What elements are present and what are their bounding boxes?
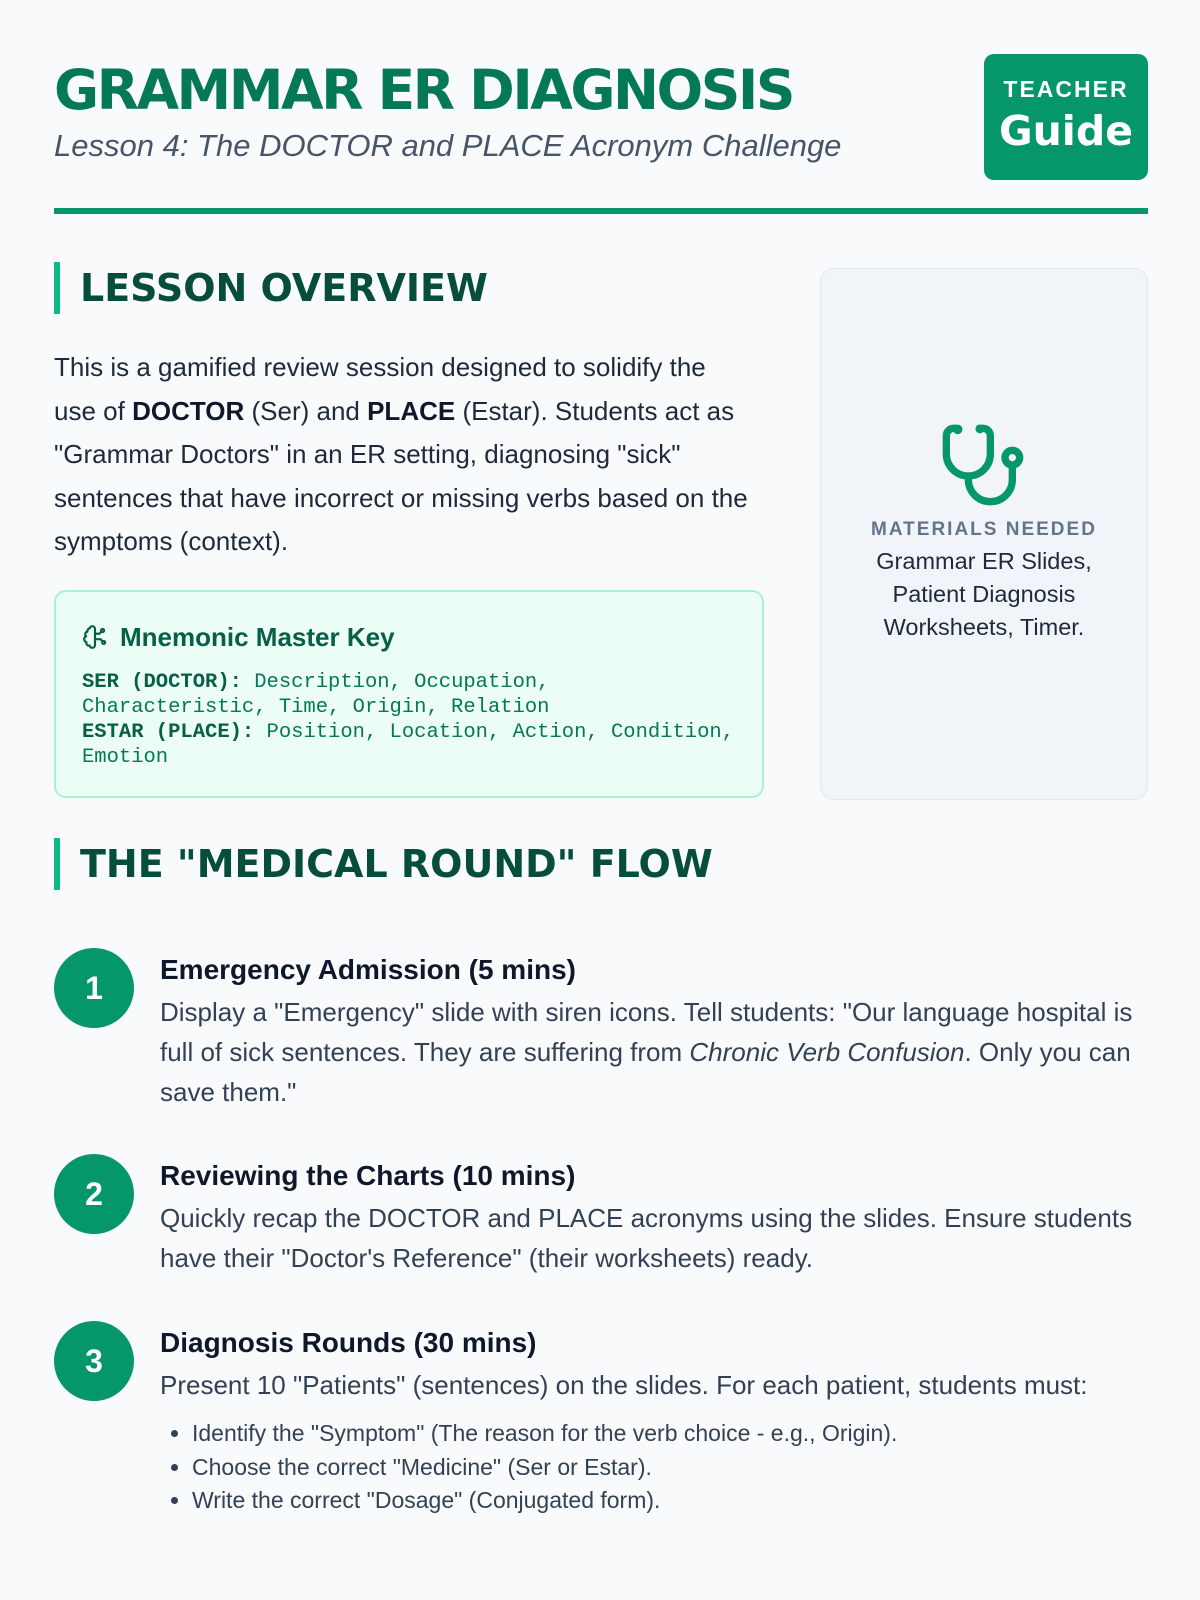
step-text-part: . Only you can save them." xyxy=(160,1037,1131,1107)
step-title: Diagnosis Rounds (30 mins) xyxy=(160,1327,537,1358)
overview-paragraph xyxy=(54,346,754,564)
ser-mnemonic xyxy=(82,670,736,720)
list-item: • Choose the correct "Medicine" (Ser or Estar). xyxy=(192,1451,1148,1485)
step-number: 3 xyxy=(54,1321,134,1401)
list-item: • Identify the "Symptom" (The reason for the verb choice - e.g., Origin). xyxy=(192,1417,1148,1451)
place-keyword: PLACE xyxy=(367,395,456,426)
badge-title: Guide xyxy=(998,107,1134,155)
step-title: Reviewing the Charts (10 mins) xyxy=(160,1160,576,1191)
step-number: 1 xyxy=(54,948,134,1028)
overview-text-part: This is a gamified review session designed to solidify the use of xyxy=(54,352,706,426)
mnemonic-title-text: Mnemonic Master Key xyxy=(120,622,395,652)
step-body xyxy=(160,1321,1148,1518)
step-description xyxy=(160,992,1148,1112)
diagnosis-steps-list xyxy=(160,1417,1148,1518)
brain-icon xyxy=(82,624,108,650)
materials-list: Grammar ER Slides, Patient Diagnosis Worksheets, Timer. xyxy=(876,548,1092,640)
estar-mnemonic xyxy=(82,720,736,770)
badge-label: TEACHER xyxy=(1003,76,1129,102)
mnemonic-title xyxy=(82,620,736,654)
estar-label: ESTAR (PLACE): xyxy=(82,721,255,744)
estar-text: Position, Location, Action, Condition, Emotion xyxy=(82,721,735,769)
header-divider xyxy=(54,208,1148,214)
overview-text-part: (Ser) and xyxy=(244,395,368,426)
step-number: 2 xyxy=(54,1154,134,1234)
mnemonic-card xyxy=(54,590,764,798)
materials-label: MATERIALS NEEDED xyxy=(871,519,1097,540)
page-title: GRAMMAR ER DIAGNOSIS xyxy=(54,58,793,122)
page-subtitle: Lesson 4: The DOCTOR and PLACE Acronym Challenge xyxy=(54,128,842,163)
overview-text-part: (Estar). Students act as "Grammar Doctors" in an ER setting, diagnosing "sick" sentences that have incorrect or missing verbs based on the symptoms (context). xyxy=(54,395,748,556)
teacher-guide-badge xyxy=(984,54,1148,180)
doctor-keyword: DOCTOR xyxy=(132,395,245,426)
stethoscope-icon xyxy=(939,421,1027,509)
list-item: • Write the correct "Dosage" (Conjugated form). xyxy=(192,1484,1148,1518)
overview-heading: LESSON OVERVIEW xyxy=(54,262,488,314)
step-title: Emergency Admission (5 mins) xyxy=(160,954,576,985)
flow-heading: THE "MEDICAL ROUND" FLOW xyxy=(54,838,713,890)
step-description: Present 10 "Patients" (sentences) on the slides. For each patient, students must: xyxy=(160,1370,1088,1400)
page-header xyxy=(54,54,1148,184)
mnemonic-content xyxy=(82,670,736,770)
step-description: Quickly recap the DOCTOR and PLACE acronyms using the slides. Ensure students have their "Doctor's Reference" (their worksheets) ready. xyxy=(160,1203,1133,1273)
step-body xyxy=(160,1154,1148,1278)
step-text-part: Display a "Emergency" slide with siren icons. Tell students: "Our language hospital is full of sick sentences. They are suffering from xyxy=(160,997,1133,1067)
step-body xyxy=(160,948,1148,1112)
lesson-page xyxy=(54,0,1148,1600)
ser-label: SER (DOCTOR): xyxy=(82,671,242,694)
materials-card xyxy=(820,268,1148,800)
step-emphasis: Chronic Verb Confusion xyxy=(689,1037,965,1067)
ser-text: Description, Occupation, Characteristic, Time, Origin, Relation xyxy=(82,671,550,719)
